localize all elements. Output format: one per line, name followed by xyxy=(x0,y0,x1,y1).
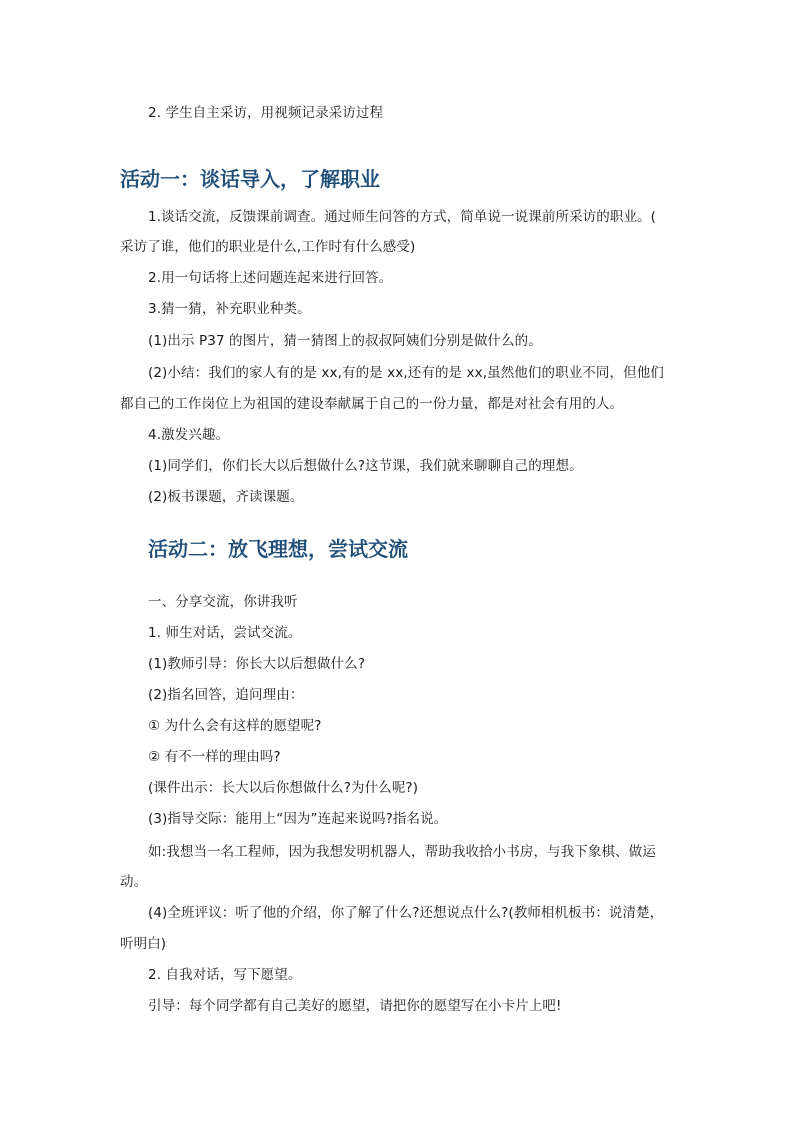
activity1-paragraph-3a: (1)出示 P37 的图片，猜一猜图上的叔叔阿姨们分别是做什么的。 xyxy=(148,333,542,349)
activity2-courseware-note: (课件出示：长大以后你想做什么?为什么呢?) xyxy=(148,780,419,796)
activity1-paragraph-2: 2.用一句话将上述问题连起来进行回答。 xyxy=(148,270,393,286)
activity1-paragraph-3b-line-2: 都自己的工作岗位上为祖国的建设奉献属于自己的一份力量，都是对社会有用的人。 xyxy=(120,396,624,412)
activity2-step-1: 1. 师生对话，尝试交流。 xyxy=(148,625,302,641)
activity2-step-2: 2. 自我对话，写下愿望。 xyxy=(148,967,302,983)
activity2-example-line-2: 动。 xyxy=(120,874,148,890)
activity1-paragraph-1-line-2: 采访了谁，他们的职业是什么,工作时有什么感受) xyxy=(120,239,416,255)
activity1-paragraph-1-line-1: 1.谈话交流，反馈课前调查。通过师生问答的方式，简单说一说课前所采访的职业。( xyxy=(148,209,657,225)
activity1-paragraph-4: 4.激发兴趣。 xyxy=(148,427,230,443)
activity2-question-2: ② 有不一样的理由吗? xyxy=(148,749,281,765)
activity1-heading: 活动一：谈话导入，了解职业 xyxy=(120,167,380,191)
activity2-heading: 活动二：放飞理想，尝试交流 xyxy=(148,537,408,561)
activity1-paragraph-3b-line-1: (2)小结：我们的家人有的是 xx,有的是 xx,还有的是 xx,虽然他们的职业不同，但他们 xyxy=(148,365,664,381)
activity2-step-1b: (2)指名回答，追问理由： xyxy=(148,687,304,703)
activity2-step-1d-line-1: (4)全班评议：听了他的介绍，你了解了什么?还想说点什么?(教师相机板书：说清楚， xyxy=(148,905,664,921)
activity2-step-1d-line-2: 听明白) xyxy=(120,936,167,952)
activity2-step-1a: (1)教师引导：你长大以后想做什么? xyxy=(148,656,366,672)
activity2-question-1: ① 为什么会有这样的愿望呢? xyxy=(148,718,322,734)
activity2-section-title: 一、分享交流，你讲我听 xyxy=(148,594,298,610)
activity1-paragraph-3: 3.猜一猜，补充职业种类。 xyxy=(148,301,311,317)
activity1-paragraph-4a: (1)同学们，你们长大以后想做什么?这节课，我们就来聊聊自己的理想。 xyxy=(148,458,583,474)
activity2-guide: 引导：每个同学都有自己美好的愿望，请把你的愿望写在小卡片上吧! xyxy=(148,998,562,1014)
activity1-paragraph-4b: (2)板书课题，齐读课题。 xyxy=(148,489,304,505)
intro-item: 2. 学生自主采访，用视频记录采访过程 xyxy=(148,105,384,121)
activity2-example-line-1: 如:我想当一名工程师，因为我想发明机器人，帮助我收拾小书房，与我下象棋、做运 xyxy=(148,844,656,860)
activity2-step-1c: (3)指导交际：能用上“因为”连起来说吗?指名说。 xyxy=(148,811,448,827)
